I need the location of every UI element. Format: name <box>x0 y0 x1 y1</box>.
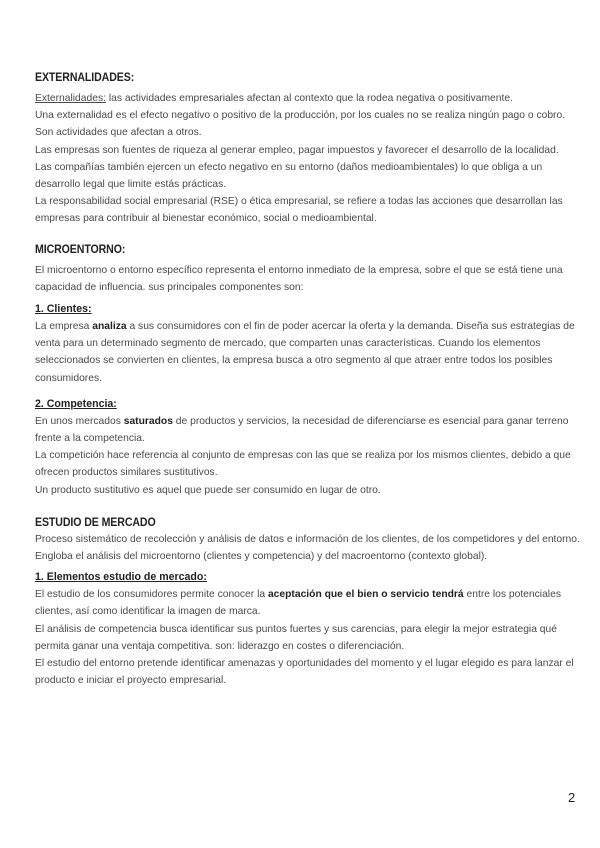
section-heading: ESTUDIO DE MERCADO <box>35 516 156 529</box>
term-label: Externalidades: <box>35 93 106 104</box>
paragraph-text: de productos y servicios, la necesidad de diferenciarse es esencial para ganar terreno frente a la competencia. <box>35 415 569 445</box>
paragraph-text: las actividades empresariales afectan al contexto que la rodea negativa o positivamente. <box>105 93 513 104</box>
paragraph-text: La empresa <box>35 321 93 333</box>
paragraph: El estudio del entorno pretende identificar amenazas y oportunidades del momento y el lugar elegido es para lanzar el producto e iniciar el proyecto empresarial. <box>35 658 574 687</box>
bold-text: aceptación que el bien o servicio tendrá <box>267 589 464 601</box>
bold-text: analiza <box>92 321 127 333</box>
document-page <box>35 72 580 689</box>
paragraph: El análisis de competencia busca identificar sus puntos fuertes y sus carencias, para elegir la mejor estrategia qué permita ganar una ventaja competitiva. son: liderazgo en costes o diferenciación. <box>35 623 557 652</box>
paragraph: El microentorno o entorno específico representa el entorno inmediato de la empresa, sobre el que se está tiene una capacidad de influencia. sus principales componentes son: <box>35 264 563 293</box>
subsection-title: 2. Competencia: <box>35 397 117 410</box>
subsection-title: 1. Elementos estudio de mercado: <box>35 571 207 584</box>
section-estudio-mercado <box>35 517 580 690</box>
paragraph: Una externalidad es el efecto negativo o positivo de la producción, por los cuales no se realiza ningún pago o cobro. Son actividades que afectan a otros. <box>35 110 566 139</box>
paragraph-text: En unos mercados <box>35 415 124 427</box>
paragraph: La competición hace referencia al conjunto de empresas con las que se realiza por los mismos clientes, debido a que ofrecen productos similares sustitutivos. <box>35 450 571 479</box>
paragraph: Las empresas son fuentes de riqueza al generar empleo, pagar impuestos y favorecer el desarrollo de la localidad. <box>35 144 559 156</box>
bold-text: saturados <box>123 415 173 427</box>
paragraph: Un producto sustitutivo es aquel que puede ser consumido en lugar de otro. <box>35 484 381 496</box>
section-heading: MICROENTORNO: <box>35 243 126 256</box>
paragraph-text: El estudio de los consumidores permite conocer la <box>35 589 268 601</box>
page-number: 2 <box>568 790 576 805</box>
paragraph: La responsabilidad social empresarial (RSE) o ética empresarial, se refiere a todas las acciones que desarrollan las empresas para contribuir al bienestar económico, social o medioambiental. <box>35 196 563 225</box>
paragraph <box>35 586 580 620</box>
section-microentorno <box>35 244 580 499</box>
section-externalidades <box>35 72 580 228</box>
paragraph: Proceso sistemático de recolección y análisis de datos e información de los clientes, de los competidores y del entorno. Engloba el análisis del microentorno (clientes y competencia) y del macroentorno (contexto global). <box>35 533 580 563</box>
section-heading: EXTERNALIDADES: <box>35 72 135 84</box>
paragraph-text: a sus consumidores con el fin de poder acercar la oferta y la demanda. Diseña sus estrategias de venta para un determinado segmento de mercado, que comparten unas características. Cuando los elementos seleccionados se convierten en clientes, la empresa busca a otro segmento al que atraer entre todos los posibles consumidores. <box>35 321 575 384</box>
paragraph-text: entre los potenciales clientes, así como identificar la imagen de marca. <box>35 589 561 618</box>
paragraph <box>35 318 580 387</box>
paragraph <box>35 413 580 447</box>
paragraph: Las compañías también ejercen un efecto negativo en su entorno (daños medioambientales) lo que obliga a un desarrollo legal que limite estás prácticas. <box>35 161 543 191</box>
paragraph <box>35 90 580 107</box>
subsection-title: 1. Clientes: <box>35 303 92 316</box>
